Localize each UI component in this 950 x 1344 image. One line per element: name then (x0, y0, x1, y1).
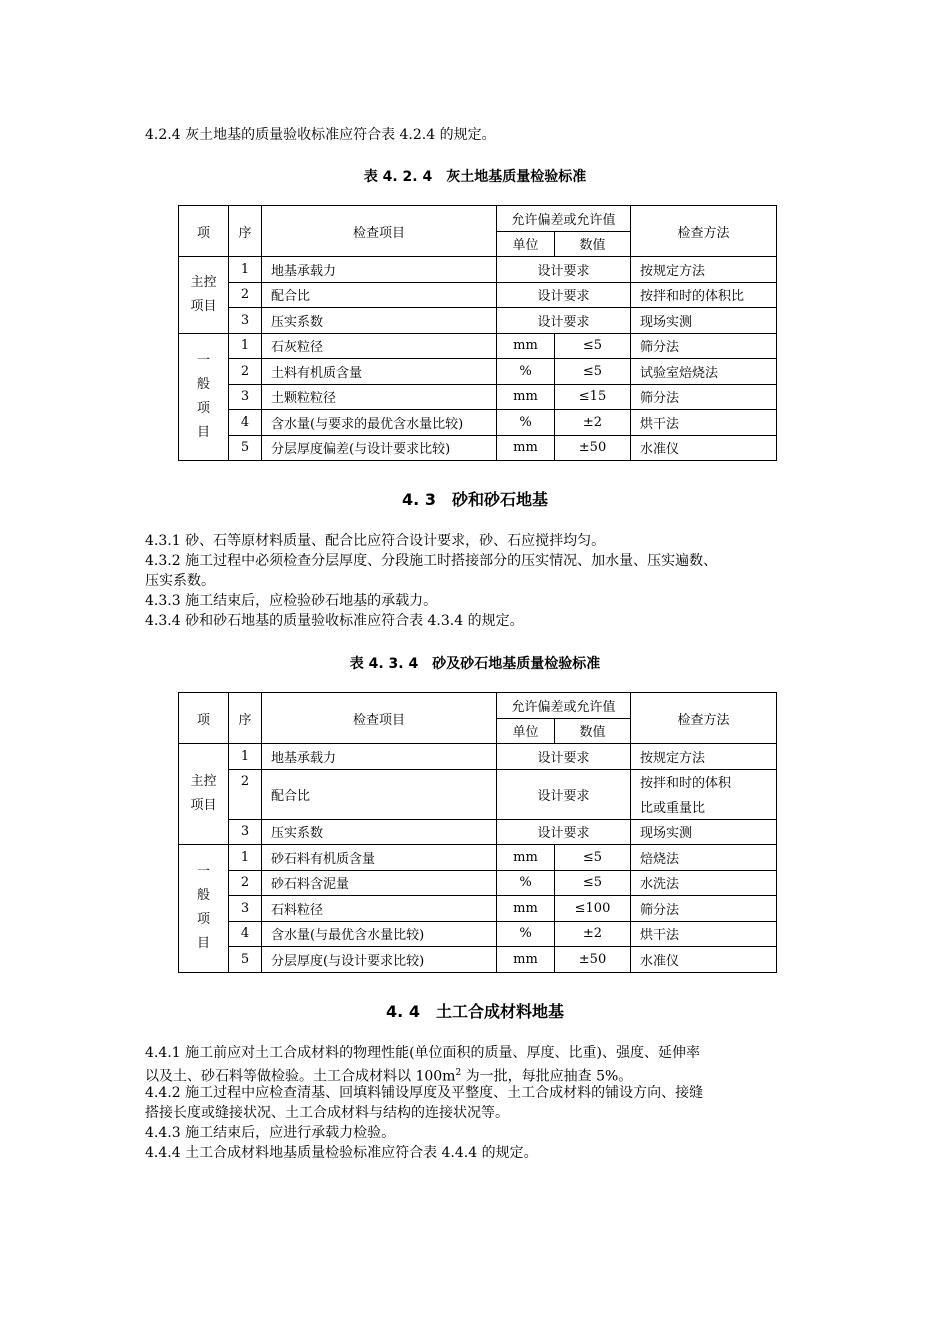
header-allow: 允许偏差或允许值 (497, 206, 631, 232)
row-number: 5 (229, 435, 262, 461)
row-value: ≤15 (555, 384, 631, 410)
row-unit: mm (497, 435, 555, 461)
row-item: 砂石料含泥量 (262, 870, 497, 896)
group-general: 一 般 项 目 (179, 845, 229, 973)
row-method: 按拌和时的体积比 (631, 282, 777, 308)
section-heading-4-4: 4. 4 土工合成材料地基 (386, 1002, 564, 1021)
row-method-cont: 比或重量比 (631, 794, 777, 819)
row-method: 水准仪 (631, 947, 777, 973)
header-method: 检查方法 (631, 206, 777, 257)
row-value: ≤5 (555, 359, 631, 385)
header-unit: 单位 (497, 718, 555, 744)
row-method: 焙烧法 (631, 845, 777, 871)
row-item: 压实系数 (262, 819, 497, 845)
row-number: 2 (229, 769, 262, 819)
header-allow: 允许偏差或允许值 (497, 693, 631, 719)
row-unit: mm (497, 384, 555, 410)
table-caption-4-3-4: 表 4. 3. 4 砂及砂石地基质量检验标准 (349, 656, 601, 672)
row-item: 土颗粒粒径 (262, 384, 497, 410)
row-item: 分层厚度(与设计要求比较) (262, 947, 497, 973)
row-value: ≤5 (555, 870, 631, 896)
row-unit: mm (497, 947, 555, 973)
table-caption-4-2-4: 表 4. 2. 4 灰土地基质量检验标准 (363, 169, 587, 185)
para-4-4-1: 4.4.1 施工前应对土工合成材料的物理性能(单位面积的质量、厚度、比重)、强度、延伸率 (145, 1045, 700, 1061)
header-item: 检查项目 (262, 206, 497, 257)
para-4-4-2: 4.4.2 施工过程中应检查清基、回填料铺设厚度及平整度、土工合成材料的铺设方向、接缝 (145, 1085, 704, 1101)
row-unit: % (497, 410, 555, 436)
row-method: 按拌和时的体积 (631, 769, 777, 794)
row-requirement: 设计要求 (497, 744, 631, 770)
row-method: 水准仪 (631, 435, 777, 461)
row-item: 压实系数 (262, 308, 497, 334)
row-item: 地基承载力 (262, 257, 497, 283)
header-xiang: 项 (179, 693, 229, 744)
header-value: 数值 (555, 231, 631, 257)
row-method: 现场实测 (631, 819, 777, 845)
para-4-3-2: 4.3.2 施工过程中必须检查分层厚度、分段施工时搭接部分的压实情况、加水量、压实遍数、 (145, 553, 718, 569)
group-general: 一 般 项 目 (179, 333, 229, 461)
para-4-4-1-cont: 以及土、砂石料等做检验。土工合成材料以 $100m^2$ 为一批，每批应抽查 5%。 (145, 1068, 633, 1085)
para-4-3-4: 4.3.4 砂和砂石地基的质量验收标准应符合表 4.3.4 的规定。 (145, 613, 524, 629)
row-unit: mm (497, 896, 555, 922)
para-4-3-2-cont: 压实系数。 (145, 573, 215, 589)
row-method: 现场实测 (631, 308, 777, 334)
row-item: 石灰粒径 (262, 333, 497, 359)
para-4-2-4: 4.2.4 灰土地基的质量验收标准应符合表 4.2.4 的规定。 (145, 127, 496, 143)
row-unit: % (497, 870, 555, 896)
row-method: 按规定方法 (631, 257, 777, 283)
row-method: 烘干法 (631, 921, 777, 947)
row-unit: % (497, 921, 555, 947)
row-number: 2 (229, 359, 262, 385)
row-method: 试验室焙烧法 (631, 359, 777, 385)
section-heading-4-3: 4. 3 砂和砂石地基 (402, 490, 548, 509)
row-item: 石料粒径 (262, 896, 497, 922)
header-item: 检查项目 (262, 693, 497, 744)
row-number: 3 (229, 308, 262, 334)
row-unit: mm (497, 333, 555, 359)
row-requirement: 设计要求 (497, 769, 631, 819)
row-item: 土料有机质含量 (262, 359, 497, 385)
row-item: 配合比 (262, 769, 497, 819)
row-number: 4 (229, 410, 262, 436)
row-item: 含水量(与要求的最优含水量比较) (262, 410, 497, 436)
row-number: 1 (229, 257, 262, 283)
row-number: 3 (229, 384, 262, 410)
para-4-3-3: 4.3.3 施工结束后，应检验砂石地基的承载力。 (145, 593, 438, 609)
row-value: ±2 (555, 921, 631, 947)
group-main-control: 主控 项目 (179, 744, 229, 845)
row-requirement: 设计要求 (497, 819, 631, 845)
header-xiang: 项 (179, 206, 229, 257)
row-number: 2 (229, 282, 262, 308)
row-number: 5 (229, 947, 262, 973)
row-number: 4 (229, 921, 262, 947)
row-value: ≤100 (555, 896, 631, 922)
row-requirement: 设计要求 (497, 308, 631, 334)
row-unit: mm (497, 845, 555, 871)
row-item: 分层厚度偏差(与设计要求比较) (262, 435, 497, 461)
row-number: 3 (229, 896, 262, 922)
row-number: 1 (229, 333, 262, 359)
row-method: 烘干法 (631, 410, 777, 436)
row-method: 按规定方法 (631, 744, 777, 770)
row-value: ±50 (555, 435, 631, 461)
table-4-3-4 (178, 692, 777, 973)
row-item: 地基承载力 (262, 744, 497, 770)
group-main-control: 主控 项目 (179, 257, 229, 334)
row-number: 3 (229, 819, 262, 845)
header-method: 检查方法 (631, 693, 777, 744)
row-number: 2 (229, 870, 262, 896)
row-item: 含水量(与最优含水量比较) (262, 921, 497, 947)
row-value: ≤5 (555, 333, 631, 359)
row-requirement: 设计要求 (497, 282, 631, 308)
row-method: 水洗法 (631, 870, 777, 896)
row-method: 筛分法 (631, 333, 777, 359)
para-4-4-3: 4.4.3 施工结束后，应进行承载力检验。 (145, 1125, 396, 1141)
row-item: 砂石料有机质含量 (262, 845, 497, 871)
row-value: ±2 (555, 410, 631, 436)
header-xu: 序 (229, 693, 262, 744)
row-requirement: 设计要求 (497, 257, 631, 283)
table-4-2-4 (178, 205, 777, 461)
row-number: 1 (229, 744, 262, 770)
para-4-4-4: 4.4.4 土工合成材料地基质量检验标准应符合表 4.4.4 的规定。 (145, 1145, 538, 1161)
header-unit: 单位 (497, 231, 555, 257)
row-value: ±50 (555, 947, 631, 973)
header-value: 数值 (555, 718, 631, 744)
row-value: ≤5 (555, 845, 631, 871)
row-method: 筛分法 (631, 896, 777, 922)
row-item: 配合比 (262, 282, 497, 308)
row-number: 1 (229, 845, 262, 871)
row-unit: % (497, 359, 555, 385)
header-xu: 序 (229, 206, 262, 257)
row-method: 筛分法 (631, 384, 777, 410)
para-4-3-1: 4.3.1 砂、石等原材料质量、配合比应符合设计要求，砂、石应搅拌均匀。 (145, 533, 606, 549)
para-4-4-2-cont: 搭接长度或缝接状况、土工合成材料与结构的连接状况等。 (145, 1105, 509, 1121)
